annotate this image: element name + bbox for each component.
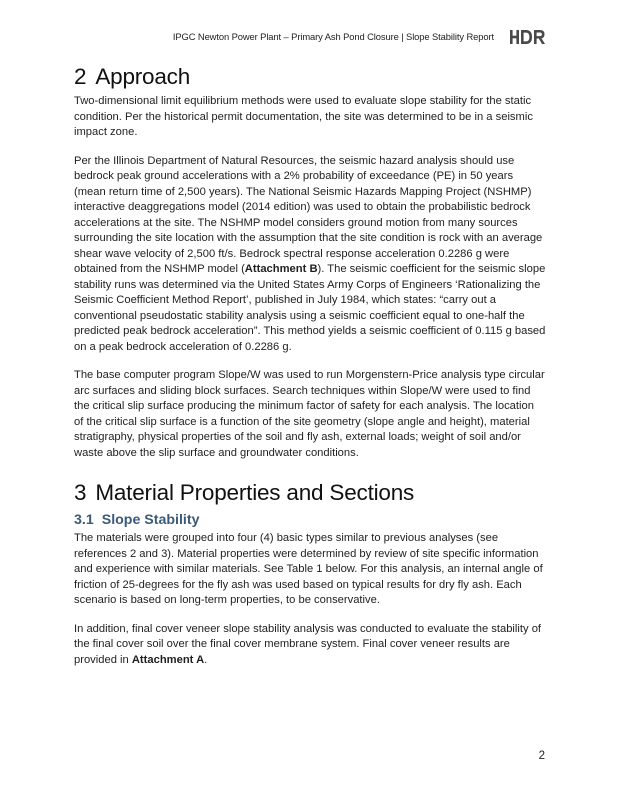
- page-number: 2: [538, 750, 545, 762]
- section-number: 3: [74, 480, 87, 505]
- subsection-title: Slope Stability: [101, 512, 200, 528]
- subsection-3-1-heading: [74, 512, 546, 529]
- document-body: [74, 60, 546, 681]
- section-title: Approach: [95, 64, 191, 89]
- running-header: IPGC Newton Power Plant – Primary Ash Pond Closure | Slope Stability Report: [172, 31, 494, 42]
- attachment-reference: Attachment B: [244, 263, 318, 275]
- section-2-heading: [74, 62, 546, 92]
- hdr-logo-icon: [510, 29, 546, 45]
- paragraph: Two-dimensional limit equilibrium methods were used to evaluate slope stability for the static condition. Per the historical permit documentation, the site was determined to be in a seismic impact zone.: [74, 95, 533, 138]
- paragraph: In addition, final cover veneer slope stability analysis was conducted to evaluate the stability of the final cover soil over the final cover membrane system. Final cover veneer results are provided in Attachment A.: [74, 622, 542, 666]
- attachment-reference: Attachment A: [131, 653, 205, 666]
- section-3-heading: [74, 478, 546, 508]
- paragraph: The base computer program Slope/W was used to run Morgenstern-Price analysis type circular arc surfaces and sliding block surfaces. Search techniques within Slope/W were used to find the critical slip surface producing the minimum factor of safety for each analysis. The location of the critical slip surface is a function of the site geometry (slope angle and height), material stratigraphy, physical properties of the soil and fly ash, external loads; weight of soil and/or waste above the slip surface and groundwater conditions.: [74, 369, 545, 459]
- paragraph: The materials were grouped into four (4) basic types similar to previous analyses (see references 2 and 3). Material properties were determined by review of site specific information and experience with similar materials. See Table 1 below. For this analysis, an internal angle of friction of 25-degrees for the fly ash was used based on typical results for dry fly ash. Each scenario is based on long-term properties, to be conservative.: [74, 532, 543, 606]
- section-title: Material Properties and Sections: [95, 480, 415, 505]
- section-number: 2: [74, 64, 87, 89]
- subsection-number: 3.1: [74, 512, 94, 528]
- paragraph: Per the Illinois Department of Natural Resources, the seismic hazard analysis should use bedrock peak ground accelerations with a 2% probability of exceedance (PE) in 50 years (mean return time of 2,500 years). The National Seismic Hazards Mapping Project (NSHMP) interactive deaggregations model (2014 edition) was used to obtain the probabilistic bedrock accelerations at the site. The NSHMP model considers ground motion from many sources surrounding the site location with the assumption that the site condition is rock with an average shear wave velocity of 2,500 ft/s. Bedrock spectral response acceleration 0.2286 g were obtained from the NSHMP model (Attachment B). The seismic coefficient for the seismic slope stability runs was determined via the United States Army Corps of Engineers ‘Rationalizing the Seismic Coefficient Method Report’, published in July 1984, which states: “carry out a conventional pseudostatic stability analysis using a seismic coefficient equal to one-half the predicted peak bedrock acceleration”. This method yields a seismic coefficient of 0.115 g based on a peak bedrock acceleration of 0.2286 g.: [74, 154, 546, 353]
